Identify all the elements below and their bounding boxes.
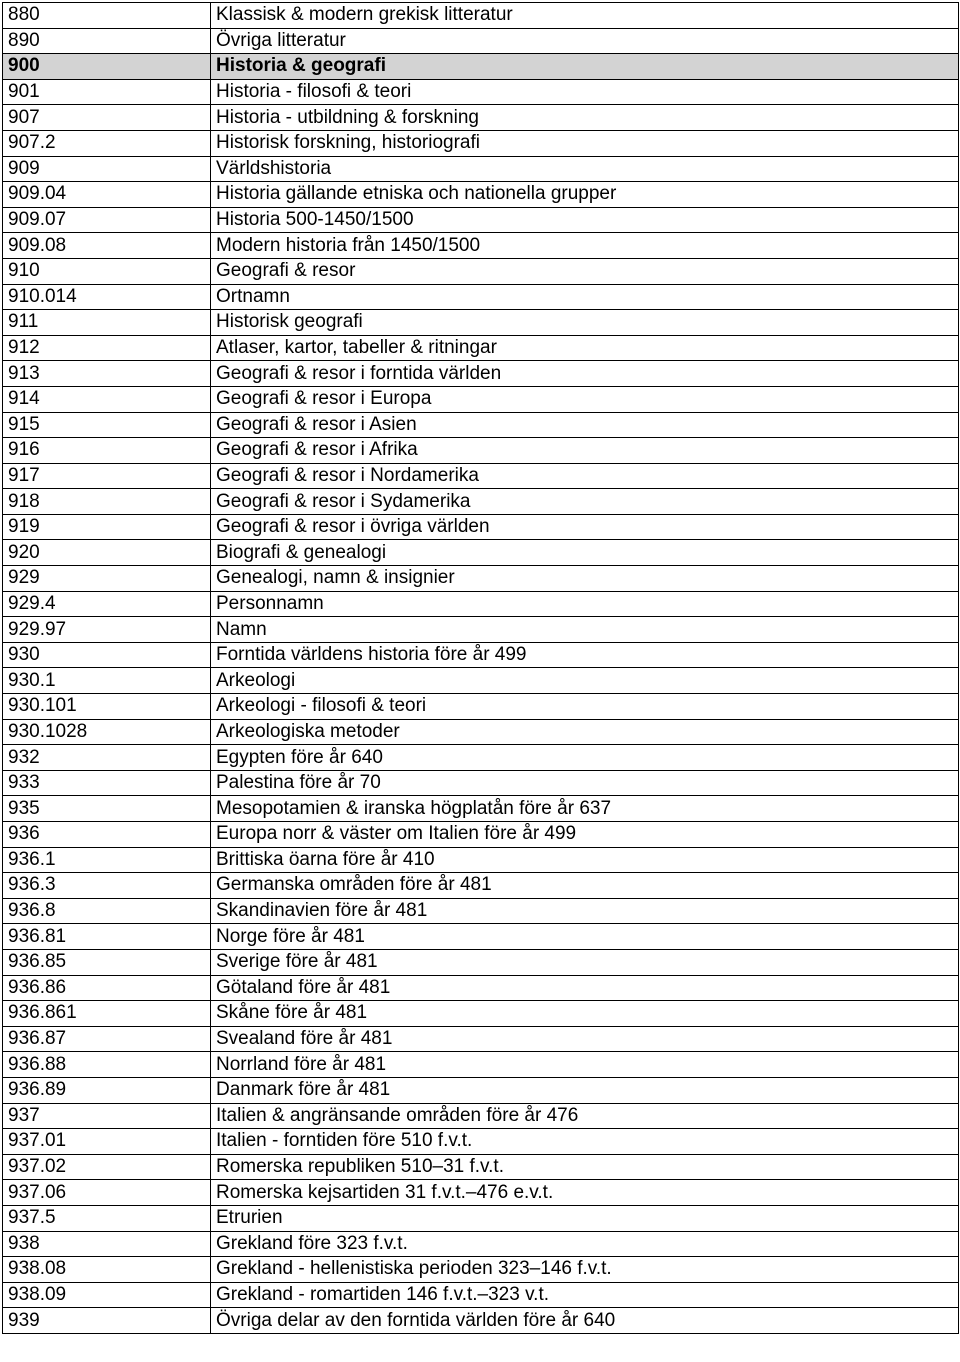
class-code: 936.87 xyxy=(3,1026,211,1052)
class-title: Mesopotamien & iranska högplatån före år 637 xyxy=(211,796,959,822)
class-title: Italien & angränsande områden före år 476 xyxy=(211,1103,959,1129)
class-title: Arkeologiska metoder xyxy=(211,719,959,745)
table-row xyxy=(3,745,959,771)
classification-rows xyxy=(3,3,959,1334)
table-row xyxy=(3,1001,959,1027)
class-title: Historia - utbildning & forskning xyxy=(211,105,959,131)
class-title: Biografi & genealogi xyxy=(211,540,959,566)
class-title: Personnamn xyxy=(211,591,959,617)
class-title: Världshistoria xyxy=(211,156,959,182)
class-code: 916 xyxy=(3,438,211,464)
table-row xyxy=(3,617,959,643)
class-code: 938 xyxy=(3,1231,211,1257)
table-row xyxy=(3,642,959,668)
class-code: 939 xyxy=(3,1308,211,1334)
table-row xyxy=(3,796,959,822)
class-title: Klassisk & modern grekisk litteratur xyxy=(211,3,959,29)
class-title: Forntida världens historia före år 499 xyxy=(211,642,959,668)
table-row xyxy=(3,1052,959,1078)
class-code: 890 xyxy=(3,28,211,54)
class-title: Historia gällande etniska och nationella grupper xyxy=(211,182,959,208)
class-title: Geografi & resor i Asien xyxy=(211,412,959,438)
class-title: Ortnamn xyxy=(211,284,959,310)
class-title: Historia - filosofi & teori xyxy=(211,79,959,105)
table-row xyxy=(3,182,959,208)
class-title: Egypten före år 640 xyxy=(211,745,959,771)
table-row xyxy=(3,847,959,873)
class-title: Danmark före år 481 xyxy=(211,1077,959,1103)
table-row xyxy=(3,386,959,412)
class-code: 909.08 xyxy=(3,233,211,259)
class-title: Skandinavien före år 481 xyxy=(211,898,959,924)
class-code: 909.07 xyxy=(3,207,211,233)
class-code: 911 xyxy=(3,310,211,336)
table-row xyxy=(3,1282,959,1308)
class-code: 936.81 xyxy=(3,924,211,950)
table-row xyxy=(3,335,959,361)
class-code: 920 xyxy=(3,540,211,566)
table-row xyxy=(3,463,959,489)
class-code: 936.88 xyxy=(3,1052,211,1078)
class-code: 910.014 xyxy=(3,284,211,310)
class-code: 936.861 xyxy=(3,1001,211,1027)
class-code: 930.1028 xyxy=(3,719,211,745)
class-title: Modern historia från 1450/1500 xyxy=(211,233,959,259)
table-row xyxy=(3,156,959,182)
table-row xyxy=(3,79,959,105)
class-code: 938.09 xyxy=(3,1282,211,1308)
class-title: Historisk geografi xyxy=(211,310,959,336)
class-title: Europa norr & väster om Italien före år 499 xyxy=(211,822,959,848)
table-row xyxy=(3,1180,959,1206)
class-code: 935 xyxy=(3,796,211,822)
table-row xyxy=(3,258,959,284)
table-row xyxy=(3,54,959,80)
class-title: Geografi & resor i Nordamerika xyxy=(211,463,959,489)
table-row xyxy=(3,514,959,540)
class-title: Etrurien xyxy=(211,1205,959,1231)
class-code: 907 xyxy=(3,105,211,131)
class-code: 880 xyxy=(3,3,211,29)
class-title: Sverige före år 481 xyxy=(211,949,959,975)
table-row xyxy=(3,1103,959,1129)
class-title: Övriga delar av den forntida världen före år 640 xyxy=(211,1308,959,1334)
class-code: 914 xyxy=(3,386,211,412)
class-code: 915 xyxy=(3,412,211,438)
class-code: 929.97 xyxy=(3,617,211,643)
class-code: 933 xyxy=(3,770,211,796)
class-code: 936.86 xyxy=(3,975,211,1001)
table-row xyxy=(3,822,959,848)
table-row xyxy=(3,130,959,156)
table-row xyxy=(3,566,959,592)
table-row xyxy=(3,489,959,515)
class-title: Arkeologi - filosofi & teori xyxy=(211,694,959,720)
class-code: 930.101 xyxy=(3,694,211,720)
class-code: 913 xyxy=(3,361,211,387)
class-code: 938.08 xyxy=(3,1257,211,1283)
class-code: 930 xyxy=(3,642,211,668)
table-row xyxy=(3,591,959,617)
table-row xyxy=(3,1231,959,1257)
class-code: 936.8 xyxy=(3,898,211,924)
class-title: Historisk forskning, historiografi xyxy=(211,130,959,156)
table-row xyxy=(3,28,959,54)
class-code: 929.4 xyxy=(3,591,211,617)
class-title: Geografi & resor xyxy=(211,258,959,284)
class-code: 907.2 xyxy=(3,130,211,156)
table-row xyxy=(3,412,959,438)
table-row xyxy=(3,1308,959,1334)
class-title: Övriga litteratur xyxy=(211,28,959,54)
class-code: 912 xyxy=(3,335,211,361)
class-code: 909.04 xyxy=(3,182,211,208)
class-title: Geografi & resor i övriga världen xyxy=(211,514,959,540)
table-row xyxy=(3,1205,959,1231)
table-row xyxy=(3,1129,959,1155)
class-code: 936.3 xyxy=(3,873,211,899)
class-title: Germanska områden före år 481 xyxy=(211,873,959,899)
class-title: Norrland före år 481 xyxy=(211,1052,959,1078)
class-code: 919 xyxy=(3,514,211,540)
class-code: 936 xyxy=(3,822,211,848)
class-title: Romerska republiken 510–31 f.v.t. xyxy=(211,1154,959,1180)
table-row xyxy=(3,207,959,233)
class-code: 937 xyxy=(3,1103,211,1129)
table-row xyxy=(3,361,959,387)
class-code: 937.01 xyxy=(3,1129,211,1155)
class-title: Brittiska öarna före år 410 xyxy=(211,847,959,873)
class-code: 936.85 xyxy=(3,949,211,975)
class-title: Norge före år 481 xyxy=(211,924,959,950)
class-title: Italien - forntiden före 510 f.v.t. xyxy=(211,1129,959,1155)
table-row xyxy=(3,438,959,464)
class-title: Grekland före 323 f.v.t. xyxy=(211,1231,959,1257)
classification-table xyxy=(2,2,959,1334)
table-row xyxy=(3,540,959,566)
class-code: 937.5 xyxy=(3,1205,211,1231)
class-code: 909 xyxy=(3,156,211,182)
table-row xyxy=(3,924,959,950)
table-row xyxy=(3,770,959,796)
table-row xyxy=(3,975,959,1001)
class-title: Namn xyxy=(211,617,959,643)
table-row xyxy=(3,233,959,259)
class-title: Skåne före år 481 xyxy=(211,1001,959,1027)
table-row xyxy=(3,3,959,29)
class-title: Atlaser, kartor, tabeller & ritningar xyxy=(211,335,959,361)
class-code: 900 xyxy=(3,54,211,80)
table-row xyxy=(3,694,959,720)
class-title: Geografi & resor i Sydamerika xyxy=(211,489,959,515)
class-code: 936.1 xyxy=(3,847,211,873)
class-title: Palestina före år 70 xyxy=(211,770,959,796)
class-code: 917 xyxy=(3,463,211,489)
table-row xyxy=(3,1077,959,1103)
class-title: Romerska kejsartiden 31 f.v.t.–476 e.v.t. xyxy=(211,1180,959,1206)
class-code: 936.89 xyxy=(3,1077,211,1103)
table-row xyxy=(3,898,959,924)
table-row xyxy=(3,873,959,899)
table-row xyxy=(3,105,959,131)
table-row xyxy=(3,1026,959,1052)
class-title: Historia 500-1450/1500 xyxy=(211,207,959,233)
class-code: 901 xyxy=(3,79,211,105)
class-code: 918 xyxy=(3,489,211,515)
class-title: Geografi & resor i Europa xyxy=(211,386,959,412)
table-row xyxy=(3,668,959,694)
table-row xyxy=(3,719,959,745)
class-title: Historia & geografi xyxy=(211,54,959,80)
class-code: 930.1 xyxy=(3,668,211,694)
table-row xyxy=(3,1154,959,1180)
class-title: Grekland - hellenistiska perioden 323–146 f.v.t. xyxy=(211,1257,959,1283)
class-code: 937.02 xyxy=(3,1154,211,1180)
class-title: Götaland före år 481 xyxy=(211,975,959,1001)
class-title: Grekland - romartiden 146 f.v.t.–323 v.t. xyxy=(211,1282,959,1308)
class-code: 910 xyxy=(3,258,211,284)
class-title: Geografi & resor i forntida världen xyxy=(211,361,959,387)
class-code: 937.06 xyxy=(3,1180,211,1206)
class-title: Geografi & resor i Afrika xyxy=(211,438,959,464)
table-row xyxy=(3,310,959,336)
table-row xyxy=(3,949,959,975)
class-title: Arkeologi xyxy=(211,668,959,694)
class-title: Svealand före år 481 xyxy=(211,1026,959,1052)
table-row xyxy=(3,1257,959,1283)
table-row xyxy=(3,284,959,310)
class-code: 932 xyxy=(3,745,211,771)
class-title: Genealogi, namn & insignier xyxy=(211,566,959,592)
class-code: 929 xyxy=(3,566,211,592)
